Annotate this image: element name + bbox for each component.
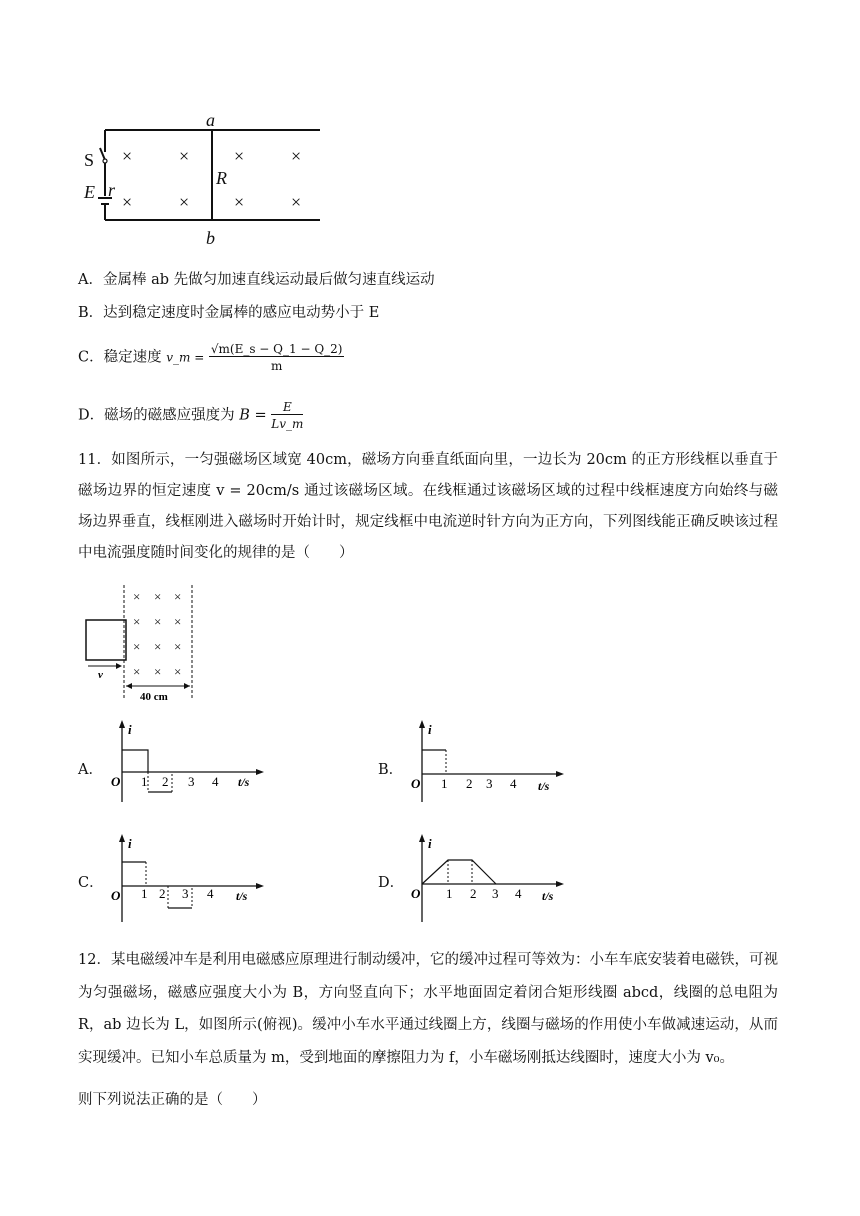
graph-a	[108, 718, 268, 808]
option-text: 稳定速度	[103, 349, 162, 366]
graph-option-a-label: A．	[78, 762, 103, 778]
q12-question-text: 12．某电磁缓冲车是利用电磁感应原理进行制动缓冲，它的缓冲过程可等效为：小车车底安装着电磁铁，可视为匀强磁场，磁感应强度大小为 B，方向竖直向下；水平地面固定着闭合矩形线圈 abcd，线圈的总电阻为 R，ab 边长为 L，如图所示(俯视)。缓冲小车水平通过线圈上方，线圈与磁场的作用使小车做减速运动，从而实现缓冲。已知小车总质量为 m，受到地面的摩擦阻力为 f，小车磁场刚抵达线圈时，速度大小为 v₀。	[78, 952, 778, 1066]
label-r: r	[108, 180, 116, 200]
origin-label: O	[411, 776, 421, 791]
formula-denominator: m	[270, 359, 283, 373]
svg-text:×: ×	[154, 639, 162, 654]
svg-text:×: ×	[174, 589, 182, 604]
option-text: 达到稳定速度时金属棒的感应电动势小于 E	[103, 305, 380, 321]
x-axis-label: t/s	[238, 775, 250, 789]
q10-option-a	[78, 270, 435, 290]
svg-text:×: ×	[174, 614, 182, 629]
x-tick-label: 2	[162, 774, 169, 789]
origin-label: O	[411, 886, 421, 901]
svg-text:×: ×	[133, 589, 141, 604]
q10-option-d	[78, 400, 303, 431]
svg-text:×: ×	[133, 664, 141, 679]
svg-text:×: ×	[122, 146, 133, 166]
formula-lhs: B =	[239, 407, 267, 424]
q12-question-prompt: 则下列说法正确的是（ ）	[78, 1092, 267, 1108]
graph-d	[408, 832, 568, 927]
svg-text:×: ×	[174, 664, 182, 679]
label-b: b	[206, 228, 215, 248]
x-axis-label: t/s	[542, 889, 554, 903]
x-axis-label: t/s	[538, 779, 550, 793]
x-tick-label: 1	[446, 886, 453, 901]
option-letter: B．	[78, 305, 104, 321]
y-axis-label: i	[128, 836, 132, 851]
formula-numerator: E	[271, 400, 303, 415]
x-tick-label: 2	[159, 886, 166, 901]
origin-label: O	[111, 774, 121, 789]
graph-c	[108, 832, 268, 927]
x-tick-label: 4	[207, 886, 214, 901]
x-tick-label: 2	[470, 886, 477, 901]
formula-denominator: Lv_m	[271, 417, 304, 431]
svg-text:×: ×	[154, 589, 162, 604]
x-tick-label: 2	[466, 776, 473, 791]
q10-option-c	[78, 342, 344, 373]
formula-fraction	[209, 342, 345, 373]
x-tick-label: 3	[182, 886, 189, 901]
x-axis-label: t/s	[236, 889, 248, 903]
option-letter: D．	[78, 407, 105, 424]
x-tick-label: 1	[441, 776, 448, 791]
x-tick-label: 1	[141, 886, 148, 901]
svg-text:×: ×	[234, 192, 245, 212]
x-tick-label: 4	[515, 886, 522, 901]
svg-text:×: ×	[122, 192, 133, 212]
graph-option-c-label: C．	[78, 875, 104, 891]
svg-text:×: ×	[133, 639, 141, 654]
y-axis-label: i	[128, 722, 132, 737]
x-tick-label: 1	[141, 774, 148, 789]
x-tick-label: 3	[492, 886, 499, 901]
svg-text:×: ×	[179, 192, 190, 212]
label-s: S	[84, 150, 95, 170]
formula-lhs: v_m =	[166, 350, 205, 365]
svg-text:×: ×	[179, 146, 190, 166]
origin-label: O	[111, 888, 121, 903]
formula-numerator: √m(E_s − Q_1 − Q_2)	[210, 342, 343, 356]
y-axis-label: i	[428, 836, 432, 851]
q11-question-text: 11．如图所示，一匀强磁场区域宽 40cm，磁场方向垂直纸面向里，一边长为 20cm 的正方形线框以垂直于磁场边界的恒定速度 v = 20cm/s 通过该磁场区域。在线框通过该磁场区域的过程中线框速度方向始终与磁场边界垂直，线框刚进入磁场时开始计时，规定线框中电流逆时针方向为正方向，下列图线能正确反映该过程中电流强度随时间变化的规律的是（ ）	[78, 452, 778, 561]
x-tick-label: 4	[510, 776, 517, 791]
svg-text:×: ×	[154, 614, 162, 629]
graph-option-d-label: D．	[378, 875, 405, 891]
circuit-diagram	[80, 110, 330, 250]
option-letter: C．	[78, 349, 104, 366]
option-letter: A．	[78, 272, 103, 288]
option-text: 磁场的磁感应强度为	[104, 407, 235, 424]
x-tick-label: 3	[486, 776, 493, 791]
graph-b	[408, 718, 568, 808]
svg-text:×: ×	[133, 614, 141, 629]
formula-fraction	[271, 400, 303, 431]
svg-text:×: ×	[234, 146, 245, 166]
q10-option-b	[78, 303, 379, 323]
graph-option-b-label: B．	[378, 762, 404, 778]
width-label: 40 cm	[140, 691, 168, 703]
svg-text:×: ×	[154, 664, 162, 679]
svg-text:×: ×	[291, 146, 302, 166]
option-text: 金属棒 ab 先做匀加速直线运动最后做匀速直线运动	[102, 272, 435, 288]
label-a: a	[206, 110, 215, 130]
svg-text:×: ×	[174, 639, 182, 654]
velocity-label: v	[98, 669, 103, 681]
svg-text:×: ×	[291, 192, 302, 212]
y-axis-label: i	[428, 722, 432, 737]
label-e: E	[84, 182, 95, 202]
label-R: R	[216, 168, 227, 188]
coil-field-figure	[80, 580, 210, 705]
field-cross-marks	[133, 589, 181, 679]
x-tick-label: 4	[212, 774, 219, 789]
x-tick-label: 3	[188, 774, 195, 789]
